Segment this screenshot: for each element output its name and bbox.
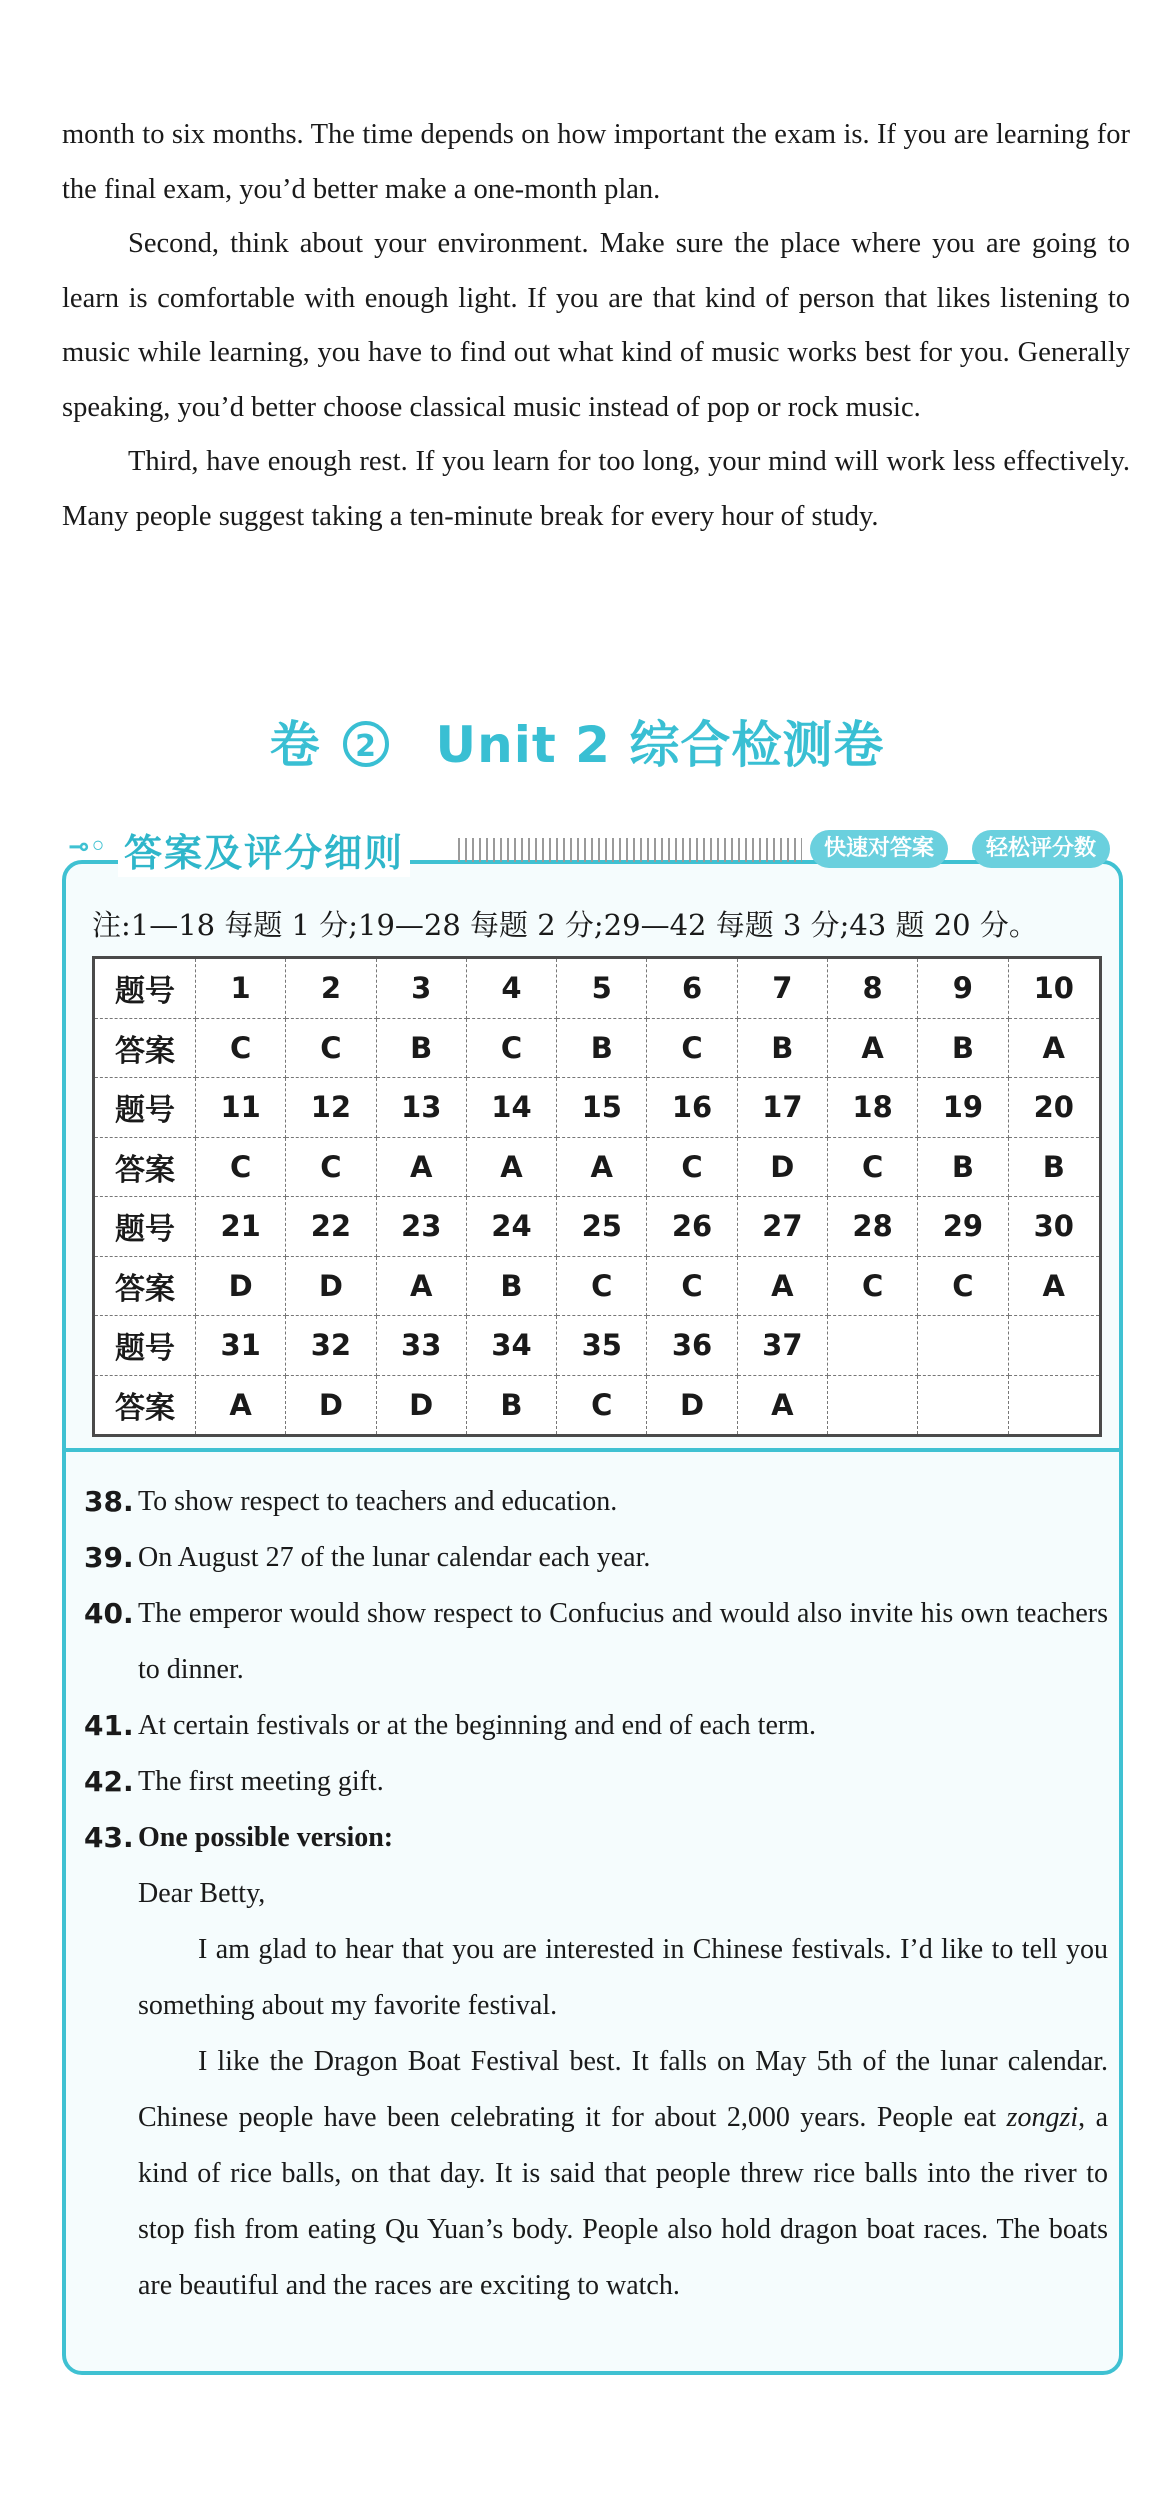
answer-cell: B <box>737 1018 827 1078</box>
intro-paragraph-1: month to six months. The time depends on how important the exam is. If you are learning for the final exam, you’d better make a one-month plan. <box>62 119 1130 205</box>
question-number-cell: 14 <box>466 1078 556 1138</box>
answer-cell <box>918 1375 1008 1436</box>
written-answers <box>78 1474 1108 2314</box>
question-number-cell: 16 <box>647 1078 737 1138</box>
answer-cell: C <box>827 1256 917 1316</box>
section-divider <box>66 1448 1119 1452</box>
question-number-cell: 21 <box>196 1197 286 1257</box>
question-number-cell: 35 <box>557 1316 647 1376</box>
answer-cell: C <box>918 1256 1008 1316</box>
question-number-cell <box>918 1316 1008 1376</box>
answer-cell: C <box>286 1018 376 1078</box>
section-prefix: 卷 <box>269 716 321 774</box>
question-number-cell: 18 <box>827 1078 917 1138</box>
answer-cell: D <box>737 1137 827 1197</box>
answer-cell: C <box>647 1137 737 1197</box>
question-number-cell: 19 <box>918 1078 1008 1138</box>
written-answer-item <box>78 1586 1108 1698</box>
written-answer-item <box>78 1698 1108 1754</box>
essay-italic-word: zongzi <box>1006 2102 1079 2133</box>
answer-text: To show respect to teachers and education. <box>138 1486 618 1517</box>
question-number-cell: 12 <box>286 1078 376 1138</box>
question-number-cell: 1 <box>196 958 286 1019</box>
question-number-cell: 8 <box>827 958 917 1019</box>
question-number-row <box>94 958 1101 1019</box>
question-number-cell: 2 <box>286 958 376 1019</box>
section-number-badge: 2 <box>343 721 389 767</box>
answer-number: 41. <box>84 1709 134 1742</box>
question-number-cell: 24 <box>466 1197 556 1257</box>
sample-essay <box>78 1866 1108 2314</box>
question-number-cell: 33 <box>376 1316 466 1376</box>
answer-text: One possible version: <box>138 1822 394 1853</box>
answer-number: 42. <box>84 1765 134 1798</box>
answer-number: 43. <box>84 1821 134 1854</box>
answer-text: At certain festivals or at the beginning and end of each term. <box>138 1710 816 1741</box>
answer-cell: B <box>557 1018 647 1078</box>
question-number-cell: 36 <box>647 1316 737 1376</box>
answer-cell: D <box>647 1375 737 1436</box>
header-stripes <box>458 838 802 862</box>
question-number-cell: 27 <box>737 1197 827 1257</box>
written-answer-item <box>78 1530 1108 1586</box>
answer-cell: B <box>918 1137 1008 1197</box>
answer-cell: D <box>286 1256 376 1316</box>
question-number-cell: 9 <box>918 958 1008 1019</box>
written-answer-item <box>78 1810 1108 1866</box>
question-number-cell: 23 <box>376 1197 466 1257</box>
question-number-cell: 37 <box>737 1316 827 1376</box>
answer-cell: C <box>557 1375 647 1436</box>
essay-paragraph-1: I am glad to hear that you are interested in Chinese festivals. I’d like to tell you something about my favorite festival. <box>138 1934 1108 2021</box>
answer-cell: C <box>196 1018 286 1078</box>
row-label-answer: 答案 <box>94 1375 196 1436</box>
question-number-cell <box>1008 1316 1100 1376</box>
question-number-cell: 3 <box>376 958 466 1019</box>
answer-number: 39. <box>84 1541 134 1574</box>
question-number-cell: 25 <box>557 1197 647 1257</box>
scoring-note: 注:1—18 每题 1 分;19—28 每题 2 分;29—42 每题 3 分;43 题 20 分。 <box>92 908 1038 942</box>
question-number-cell: 13 <box>376 1078 466 1138</box>
question-number-cell: 30 <box>1008 1197 1100 1257</box>
question-number-cell: 34 <box>466 1316 556 1376</box>
question-number-cell: 32 <box>286 1316 376 1376</box>
answer-cell: A <box>376 1137 466 1197</box>
answer-row <box>94 1018 1101 1078</box>
answer-cell: B <box>918 1018 1008 1078</box>
answer-cell: D <box>376 1375 466 1436</box>
answer-row <box>94 1256 1101 1316</box>
question-number-row <box>94 1197 1101 1257</box>
section-unit-title: Unit 2 综合检测卷 <box>435 716 885 774</box>
tag-easy-score: 轻松评分数 <box>972 830 1110 868</box>
question-number-row <box>94 1316 1101 1376</box>
intro-paragraph-3: Third, have enough rest. If you learn for too long, your mind will work less effectively. Many people suggest taking a ten-minute break for every hour of study. <box>62 446 1130 532</box>
question-number-cell: 17 <box>737 1078 827 1138</box>
answer-cell: C <box>647 1256 737 1316</box>
answer-cell: A <box>376 1256 466 1316</box>
answer-table <box>92 956 1102 1437</box>
question-number-cell: 26 <box>647 1197 737 1257</box>
written-answer-item <box>78 1474 1108 1530</box>
question-number-cell <box>827 1316 917 1376</box>
row-label-question: 题号 <box>94 1078 196 1138</box>
question-number-cell: 11 <box>196 1078 286 1138</box>
answer-cell: A <box>196 1375 286 1436</box>
answer-text: The emperor would show respect to Confucius and would also invite his own teachers to dinner. <box>138 1598 1108 1685</box>
question-number-cell: 6 <box>647 958 737 1019</box>
question-number-cell: 10 <box>1008 958 1100 1019</box>
answer-cell <box>1008 1375 1100 1436</box>
answer-cell: B <box>466 1256 556 1316</box>
essay-greeting: Dear Betty, <box>138 1878 266 1909</box>
answer-cell: A <box>466 1137 556 1197</box>
answer-cell: D <box>196 1256 286 1316</box>
answer-cell: C <box>647 1018 737 1078</box>
row-label-question: 题号 <box>94 1316 196 1376</box>
key-icon: ⊸◦ <box>68 832 107 862</box>
answer-cell: A <box>1008 1256 1100 1316</box>
tag-quick-check: 快速对答案 <box>810 830 948 868</box>
answer-cell: C <box>286 1137 376 1197</box>
answer-cell: A <box>737 1256 827 1316</box>
question-number-cell: 5 <box>557 958 647 1019</box>
row-label-answer: 答案 <box>94 1256 196 1316</box>
answer-cell: D <box>286 1375 376 1436</box>
question-number-cell: 20 <box>1008 1078 1100 1138</box>
answer-text: The first meeting gift. <box>138 1766 384 1797</box>
answer-cell <box>827 1375 917 1436</box>
answer-cell: C <box>466 1018 556 1078</box>
essay-paragraph-2: I like the Dragon Boat Festival best. It falls on May 5th of the lunar calendar. Chinese people have been celebrating it for about 2,000 years. People eat zongzi, a kind of rice balls, on that day. It is said that people threw rice balls into the river to stop fish from eating Qu Yuan’s body. People also hold dragon boat races. The boats are beautiful and the races are exciting to watch. <box>138 2046 1108 2301</box>
question-number-cell: 29 <box>918 1197 1008 1257</box>
row-label-answer: 答案 <box>94 1137 196 1197</box>
answer-cell: C <box>827 1137 917 1197</box>
question-number-cell: 22 <box>286 1197 376 1257</box>
answer-cell: C <box>557 1256 647 1316</box>
row-label-answer: 答案 <box>94 1018 196 1078</box>
question-number-cell: 7 <box>737 958 827 1019</box>
answer-row <box>94 1375 1101 1436</box>
answer-row <box>94 1137 1101 1197</box>
question-number-cell: 31 <box>196 1316 286 1376</box>
answer-cell: A <box>737 1375 827 1436</box>
answer-cell: A <box>827 1018 917 1078</box>
question-number-cell: 15 <box>557 1078 647 1138</box>
answer-cell: A <box>557 1137 647 1197</box>
answer-cell: B <box>376 1018 466 1078</box>
answer-box-header <box>58 820 1123 876</box>
answer-cell: C <box>196 1137 286 1197</box>
answer-cell: B <box>466 1375 556 1436</box>
intro-paragraph-2: Second, think about your environment. Make sure the place where you are going to learn is comfortable with enough light. If you are that kind of person that likes listening to music while learning, you have to find out what kind of music works best for you. Generally speaking, you’d better choose classical music instead of pop or rock music. <box>62 228 1130 423</box>
answer-number: 40. <box>84 1597 134 1630</box>
answer-cell: A <box>1008 1018 1100 1078</box>
row-label-question: 题号 <box>94 958 196 1019</box>
answer-number: 38. <box>84 1485 134 1518</box>
question-number-cell: 4 <box>466 958 556 1019</box>
answer-text: On August 27 of the lunar calendar each year. <box>138 1542 651 1573</box>
question-number-row <box>94 1078 1101 1138</box>
section-title <box>0 705 1154 777</box>
question-number-cell: 28 <box>827 1197 917 1257</box>
written-answer-item <box>78 1754 1108 1810</box>
answer-cell: B <box>1008 1137 1100 1197</box>
row-label-question: 题号 <box>94 1197 196 1257</box>
answer-box-title: 答案及评分细则 <box>118 822 410 877</box>
intro-text <box>62 108 1130 544</box>
